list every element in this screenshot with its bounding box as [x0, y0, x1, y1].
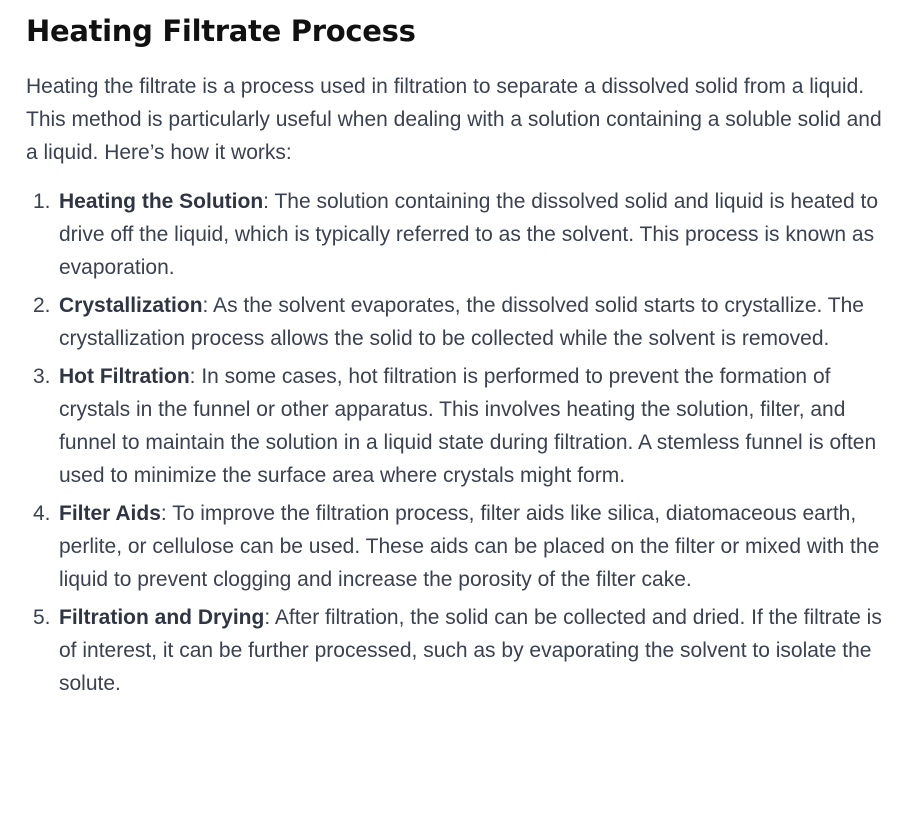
step-description: : In some cases, hot filtration is performed to prevent the formation of crystals in the funnel or other apparatus. This involves heating the solution, filter, and funnel to maintain the solution in a liquid state during filtration. A stemless funnel is often used to minimize the surface area where crystals might form.	[59, 365, 877, 487]
step-term: Crystallization	[59, 294, 203, 317]
step-number: 2.	[33, 294, 51, 317]
step-number: 3.	[33, 365, 51, 388]
step-term: Filtration and Drying	[59, 606, 265, 629]
step-description: : To improve the filtration process, filter aids like silica, diatomaceous earth, perlite, or cellulose can be used. These aids can be placed on the filter or mixed with the liquid to prevent clogging and increase the porosity of the filter cake.	[59, 502, 880, 591]
step-term: Hot Filtration	[59, 365, 190, 388]
list-item	[26, 497, 884, 596]
step-description: : As the solvent evaporates, the dissolved solid starts to crystallize. The crystallization process allows the solid to be collected while the solvent is removed.	[59, 294, 864, 350]
list-item	[26, 289, 884, 355]
step-number: 1.	[33, 190, 51, 213]
page-title: Heating Filtrate Process	[26, 14, 416, 48]
step-number: 5.	[33, 606, 51, 629]
step-description: : After filtration, the solid can be collected and dried. If the filtrate is of interest, it can be further processed, such as by evaporating the solvent to isolate the solute.	[59, 606, 882, 695]
step-number: 4.	[33, 502, 51, 525]
step-term: Heating the Solution	[59, 190, 264, 213]
intro-paragraph: Heating the filtrate is a process used in filtration to separate a dissolved solid from a liquid. This method is particularly useful when dealing with a solution containing a soluble solid and a liquid. Here’s how it works:	[26, 75, 882, 164]
steps-list	[26, 185, 884, 700]
list-item	[26, 360, 884, 492]
list-item	[26, 601, 884, 700]
list-item	[26, 185, 884, 284]
step-description: : The solution containing the dissolved solid and liquid is heated to drive off the liquid, which is typically referred to as the solvent. This process is known as evaporation.	[59, 190, 879, 279]
step-term: Filter Aids	[59, 502, 161, 525]
